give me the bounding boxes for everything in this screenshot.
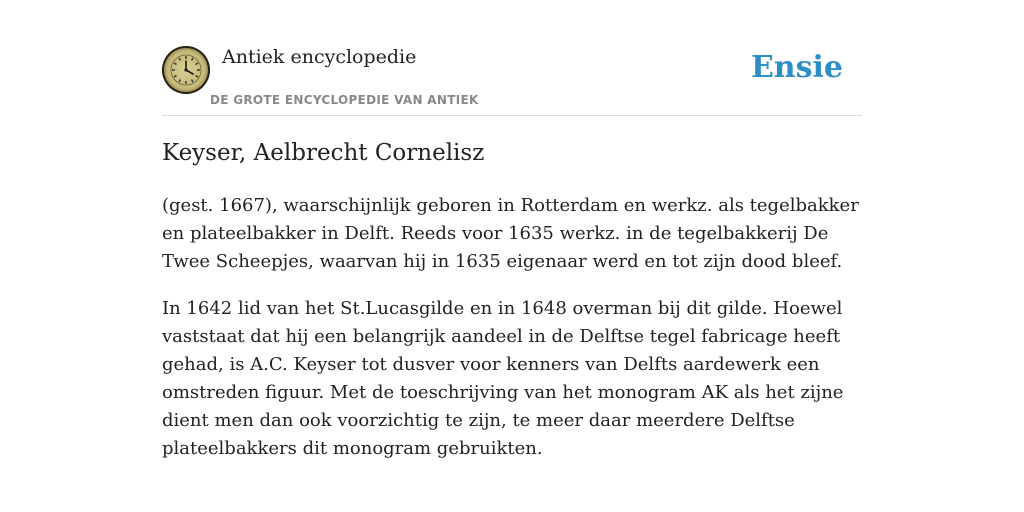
- site-header: [162, 0, 862, 116]
- article-paragraph: In 1642 lid van het St.Lucasgilde en in 1648 overman bij dit gilde. Hoewel vaststaat dat hij een belangrijk aandeel in de Delftse tegel fabricage heeft gehad, is A.C. Keyser tot dusver voor kenners van Delfts aardewerk een omstreden figuur. Met de toeschrijving van het monogram AK als het zijne dient men dan ook voorzichtig te zijn, te meer daar meerdere Delftse plateelbakkers dit monogram gebruikten.: [162, 298, 844, 459]
- article-title: Keyser, Aelbrecht Cornelisz: [162, 140, 485, 166]
- clock-icon[interactable]: [162, 46, 210, 94]
- page-container: [162, 0, 862, 459]
- site-subtitle: DE GROTE ENCYCLOPEDIE VAN ANTIEK: [210, 93, 479, 107]
- site-name[interactable]: Antiek encyclopedie: [222, 46, 417, 68]
- article-paragraph: (gest. 1667), waarschijnlijk geboren in Rotterdam en werkz. als tegelbakker en plateelbakker in Delft. Reeds voor 1635 werkz. in de tegelbakkerij De Twee Scheepjes, waarvan hij in 1635 eigenaar werd en tot zijn dood bleef.: [162, 195, 859, 272]
- article-body: [162, 192, 862, 482]
- brand-logo-link[interactable]: Ensie: [750, 50, 843, 85]
